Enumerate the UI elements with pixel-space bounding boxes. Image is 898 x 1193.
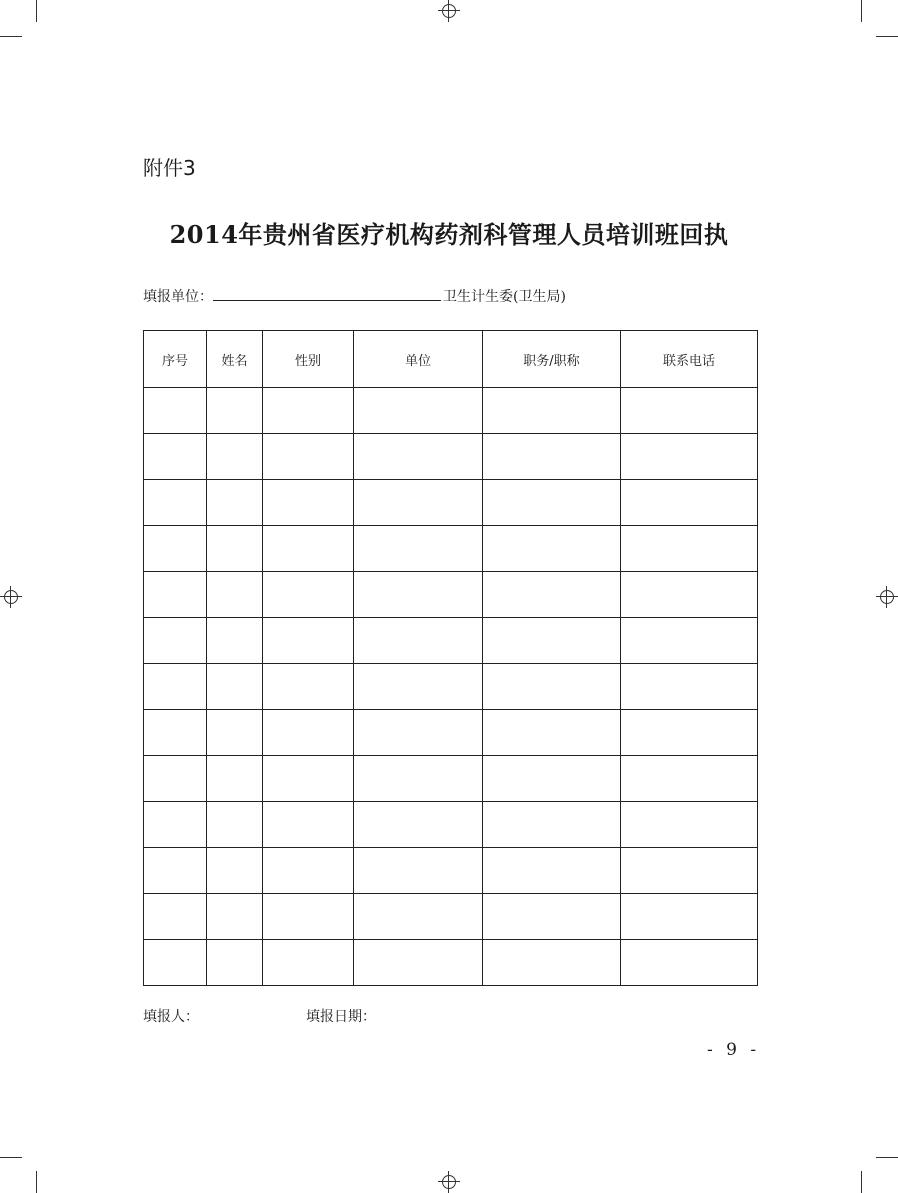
table-cell[interactable] bbox=[621, 940, 758, 986]
table-cell[interactable] bbox=[483, 802, 621, 848]
table-row bbox=[144, 894, 758, 940]
table-cell[interactable] bbox=[354, 572, 483, 618]
table-cell[interactable] bbox=[483, 894, 621, 940]
table-cell[interactable] bbox=[144, 480, 207, 526]
table-cell[interactable] bbox=[263, 526, 354, 572]
table-cell[interactable] bbox=[483, 526, 621, 572]
table-cell[interactable] bbox=[354, 710, 483, 756]
table-cell[interactable] bbox=[354, 526, 483, 572]
table-cell[interactable] bbox=[621, 664, 758, 710]
table-cell[interactable] bbox=[621, 526, 758, 572]
table-cell[interactable] bbox=[354, 618, 483, 664]
table-cell[interactable] bbox=[144, 894, 207, 940]
table-cell[interactable] bbox=[483, 618, 621, 664]
table-cell[interactable] bbox=[144, 572, 207, 618]
table-cell[interactable] bbox=[207, 434, 263, 480]
document-title: 2014年贵州省医疗机构药剂科管理人员培训班回执 bbox=[169, 220, 729, 249]
table-row bbox=[144, 848, 758, 894]
table-row bbox=[144, 940, 758, 986]
table-cell[interactable] bbox=[263, 572, 354, 618]
registration-table bbox=[143, 330, 758, 986]
fill-unit-blank[interactable] bbox=[213, 286, 441, 301]
table-cell[interactable] bbox=[207, 388, 263, 434]
table-cell[interactable] bbox=[263, 664, 354, 710]
table-cell[interactable] bbox=[263, 940, 354, 986]
attachment-label: 附件3 bbox=[143, 156, 196, 180]
table-cell[interactable] bbox=[207, 664, 263, 710]
table-cell[interactable] bbox=[263, 710, 354, 756]
table-cell[interactable] bbox=[207, 618, 263, 664]
table-row bbox=[144, 434, 758, 480]
table-cell[interactable] bbox=[144, 940, 207, 986]
date-label: 填报日期： bbox=[306, 1009, 376, 1025]
table-cell[interactable] bbox=[144, 526, 207, 572]
table-cell[interactable] bbox=[354, 848, 483, 894]
table-row bbox=[144, 480, 758, 526]
table-cell[interactable] bbox=[144, 388, 207, 434]
table-cell[interactable] bbox=[621, 710, 758, 756]
table-row bbox=[144, 572, 758, 618]
table-cell[interactable] bbox=[354, 756, 483, 802]
table-cell[interactable] bbox=[144, 848, 207, 894]
filler-label: 填报人： bbox=[143, 1009, 199, 1025]
table-cell[interactable] bbox=[144, 664, 207, 710]
table-row bbox=[144, 664, 758, 710]
table-cell[interactable] bbox=[483, 756, 621, 802]
table-cell[interactable] bbox=[207, 526, 263, 572]
header-name: 姓名 bbox=[207, 331, 263, 388]
table-cell[interactable] bbox=[263, 388, 354, 434]
table-cell[interactable] bbox=[621, 434, 758, 480]
table-cell[interactable] bbox=[483, 710, 621, 756]
table-cell[interactable] bbox=[263, 802, 354, 848]
table-cell[interactable] bbox=[207, 572, 263, 618]
table-row bbox=[144, 388, 758, 434]
table-row bbox=[144, 618, 758, 664]
table-cell[interactable] bbox=[207, 894, 263, 940]
header-gender: 性别 bbox=[263, 331, 354, 388]
table-cell[interactable] bbox=[144, 802, 207, 848]
table-cell[interactable] bbox=[207, 480, 263, 526]
fill-unit-line bbox=[143, 286, 566, 306]
table-cell[interactable] bbox=[483, 388, 621, 434]
table-cell[interactable] bbox=[621, 848, 758, 894]
table-cell[interactable] bbox=[354, 434, 483, 480]
table-cell[interactable] bbox=[263, 434, 354, 480]
table-cell[interactable] bbox=[207, 710, 263, 756]
table-cell[interactable] bbox=[354, 664, 483, 710]
header-unit: 单位 bbox=[354, 331, 483, 388]
table-row bbox=[144, 802, 758, 848]
table-cell[interactable] bbox=[483, 940, 621, 986]
table-body bbox=[144, 388, 758, 986]
table-cell[interactable] bbox=[621, 388, 758, 434]
table-cell[interactable] bbox=[263, 894, 354, 940]
table-cell[interactable] bbox=[483, 434, 621, 480]
table-row bbox=[144, 526, 758, 572]
table-cell[interactable] bbox=[483, 664, 621, 710]
header-serial: 序号 bbox=[144, 331, 207, 388]
table-cell[interactable] bbox=[621, 480, 758, 526]
table-cell[interactable] bbox=[483, 848, 621, 894]
fill-unit-label: 填报单位： bbox=[143, 289, 213, 305]
table-cell[interactable] bbox=[483, 572, 621, 618]
table-cell[interactable] bbox=[263, 618, 354, 664]
table-cell[interactable] bbox=[354, 940, 483, 986]
table-cell[interactable] bbox=[207, 756, 263, 802]
table-cell[interactable] bbox=[263, 480, 354, 526]
header-position: 职务/职称 bbox=[483, 331, 621, 388]
table-cell[interactable] bbox=[621, 802, 758, 848]
header-phone: 联系电话 bbox=[621, 331, 758, 388]
table-cell[interactable] bbox=[263, 848, 354, 894]
page-number: - 9 - bbox=[707, 1040, 761, 1060]
table-cell[interactable] bbox=[354, 802, 483, 848]
fill-unit-suffix: 卫生计生委(卫生局) bbox=[443, 289, 566, 305]
table-cell[interactable] bbox=[354, 894, 483, 940]
table-cell[interactable] bbox=[144, 618, 207, 664]
table-cell[interactable] bbox=[207, 940, 263, 986]
table-cell[interactable] bbox=[483, 480, 621, 526]
table-cell[interactable] bbox=[207, 802, 263, 848]
table-row bbox=[144, 710, 758, 756]
table-cell[interactable] bbox=[621, 756, 758, 802]
table-cell[interactable] bbox=[621, 572, 758, 618]
table-cell[interactable] bbox=[144, 756, 207, 802]
table-cell[interactable] bbox=[621, 618, 758, 664]
table-cell[interactable] bbox=[144, 434, 207, 480]
table-cell[interactable] bbox=[207, 848, 263, 894]
table-cell[interactable] bbox=[621, 894, 758, 940]
table-cell[interactable] bbox=[263, 756, 354, 802]
table-cell[interactable] bbox=[354, 388, 483, 434]
table-cell[interactable] bbox=[354, 480, 483, 526]
table-row bbox=[144, 756, 758, 802]
table-header-row bbox=[144, 331, 758, 388]
table-cell[interactable] bbox=[144, 710, 207, 756]
